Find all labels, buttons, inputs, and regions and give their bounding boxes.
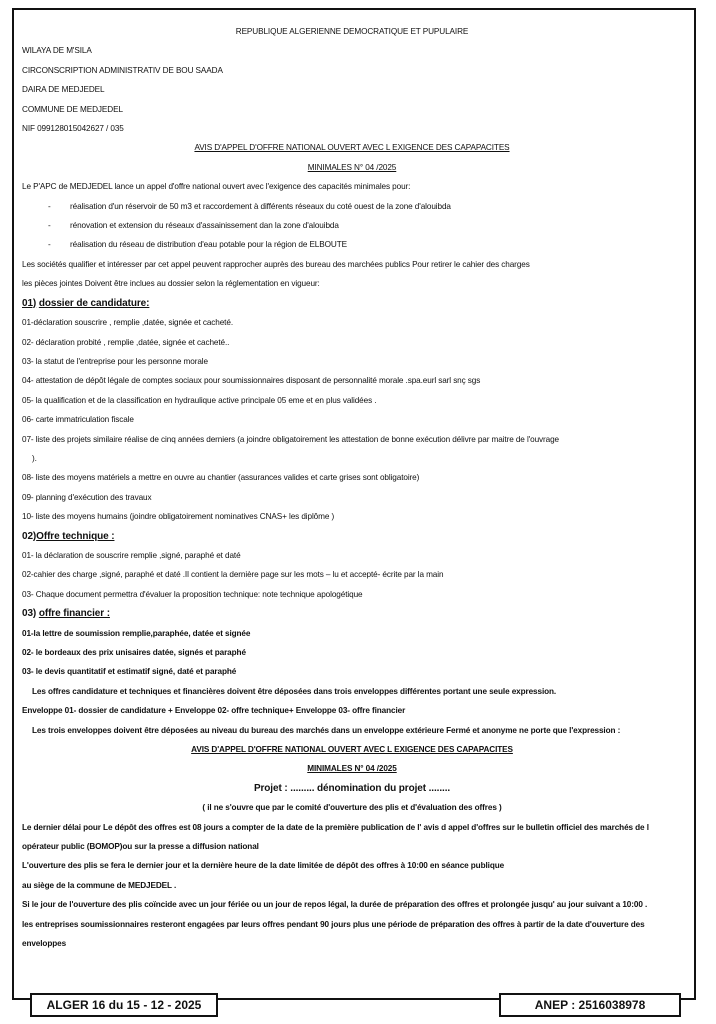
paragraph: Les trois enveloppes doivent être déposées au niveau du bureau des marchés dans un enveloppe extérieure Fermé et anonyme ne porte que l'expression : [32,725,621,735]
list-item: 03- le devis quantitatif et estimatif signé, daté et paraphé [22,667,237,677]
list-item: 07- liste des projets similaire réalise de cinq années derniers (a joindre obligatoirement les attestation de bonne exécution délivre par maitre de l'ouvrage [22,434,560,444]
list-item: 02- déclaration probité , remplie ,datée, signée et cacheté.. [22,337,230,347]
wilaya: WILAYA DE M'SILA [22,46,92,56]
republic-header: REPUBLIQUE ALGERIENNE DEMOCRATIQUE ET PUPULAIRE [235,27,469,36]
paragraph: Les offres candidature et techniques et financières doivent être déposées dans trois enveloppes différentes portant une seule expression. [32,686,557,696]
commune: COMMUNE DE MEDJEDEL [22,104,123,114]
paragraph: L'ouverture des plis se fera le dernier jour et la dernière heure de la date limitée de dépôt des offres à 10:00 en séance publique [22,861,505,871]
notice-number-repeat: MINIMALES N° 04 /2025 [307,764,397,774]
notice-number: MINIMALES N° 04 /2025 [307,162,397,172]
paragraph: opérateur public (BOMOP)ou sur la presse a diffusion national [22,842,259,852]
list-item: 01-déclaration souscrire , remplie ,datée, signée et cacheté. [22,318,233,328]
paragraph: les entreprises soumissionnaires resteront engagées par leurs offres pendant 90 jours plus une période de préparation des offres à partir de la date d'ouverture des [22,919,645,929]
list-item: 03- la statut de l'entreprise pour les personne morale [22,356,208,366]
list-item: 05- la qualification et de la classification en hydraulique active principale 05 eme et en plus validées . [22,395,377,405]
list-item: 08- liste des moyens matériels a mettre en ouvre au chantier (assurances valides et carte grises sont obligatoire) [22,473,420,483]
list-item: 02- le bordeaux des prix unisaires datée, signés et paraphé [22,648,246,657]
paragraph: Les sociétés qualifier et intéresser par cet appel peuvent rapprocher auprès des bureau des marchées publics Pour retirer le cahier des charges [22,259,530,269]
daira: DAIRA DE MEDJEDEL [22,85,105,95]
paragraph: au siège de la commune de MEDJEDEL . [22,880,177,890]
list-item: - rénovation et extension du réseaux d'assainissement dan la zone d'alouibda [48,221,339,231]
notice-title: AVIS D'APPEL D'OFFRE NATIONAL OUVERT AVEC L EXIGENCE DES CAPAPACITES [194,143,510,153]
list-item: 01-la lettre de soumission remplie,paraphée, datée et signée [22,628,251,638]
notice-intro: Le P'APC de MEDJEDEL lance un appel d'offre national ouvert avec l'exigence des capacités minimales pour: [22,182,411,192]
project-line: Projet : ......... dénomination du projet ........ [253,782,451,794]
publication-date-box: ALGER 16 du 15 - 12 - 2025 [30,993,218,1017]
section-heading-candidature: 01) dossier de candidature: [22,297,150,309]
notice-title-repeat: AVIS D'APPEL D'OFFRE NATIONAL OUVERT AVEC L EXIGENCE DES CAPAPACITES [191,745,513,755]
nif: NIF 099128015042627 / 035 [22,124,124,134]
anep-reference-box: ANEP : 2516038978 [499,993,681,1017]
list-item: ). [32,453,37,463]
list-item: 09- planning d'exécution des travaux [22,492,152,502]
list-item: 10- liste des moyens humains (joindre obligatoirement nominatives CNAS+ les diplôme ) [22,512,335,522]
circonscription: CIRCONSCRIPTION ADMINISTRATIV DE BOU SAADA [22,65,223,75]
list-item: - réalisation du réseau de distribution d'eau potable pour la région de ELBOUTE [48,240,347,250]
paragraph: Si le jour de l'ouverture des plis coïncide avec un jour fériée ou un jour de repos légal, la durée de préparation des offres et prolongée jusqu' au jour suivant a 10:00 . [22,900,648,910]
list-item: 04- attestation de dépôt légale de comptes sociaux pour soumissionnaires disposant de personnalité morale .spa.eurl sarl snç sgs [22,376,481,386]
commission-line: ( il ne s'ouvre que par le comité d'ouverture des plis et d'évaluation des offres ) [202,803,502,813]
list-item: 03- Chaque document permettra d'évaluer la proposition technique: note technique apologétique [22,589,363,599]
list-item: - réalisation d'un réservoir de 50 m3 et raccordement à différents réseaux du coté ouest de la zone d'alouibda [48,201,451,211]
section-heading-financier: 03) offre financier : [22,608,110,620]
section-heading-technique: 02)Offre technique : [22,530,115,542]
list-item: 02-cahier des charge ,signé, paraphé et daté .Il contient la dernière page sur les mots – lu et accepté- écrite par la main [22,570,444,580]
paragraph: Le dernier délai pour Le dépôt des offres est 08 jours a compter de la date de la première publication de l' avis d appel d'offres sur le bulletin officiel des marchés de l [22,822,649,832]
paragraph: les pièces jointes Doivent être inclues au dossier selon la réglementation en vigueur: [22,279,320,289]
document-body [22,22,682,954]
paragraph: enveloppes [22,939,67,949]
list-item: 06- carte immatriculation fiscale [22,415,134,425]
paragraph: Enveloppe 01- dossier de candidature + Enveloppe 02- offre technique+ Enveloppe 03- offre financier [22,706,406,716]
list-item: 01- la déclaration de souscrire remplie ,signé, paraphé et daté [22,550,241,560]
